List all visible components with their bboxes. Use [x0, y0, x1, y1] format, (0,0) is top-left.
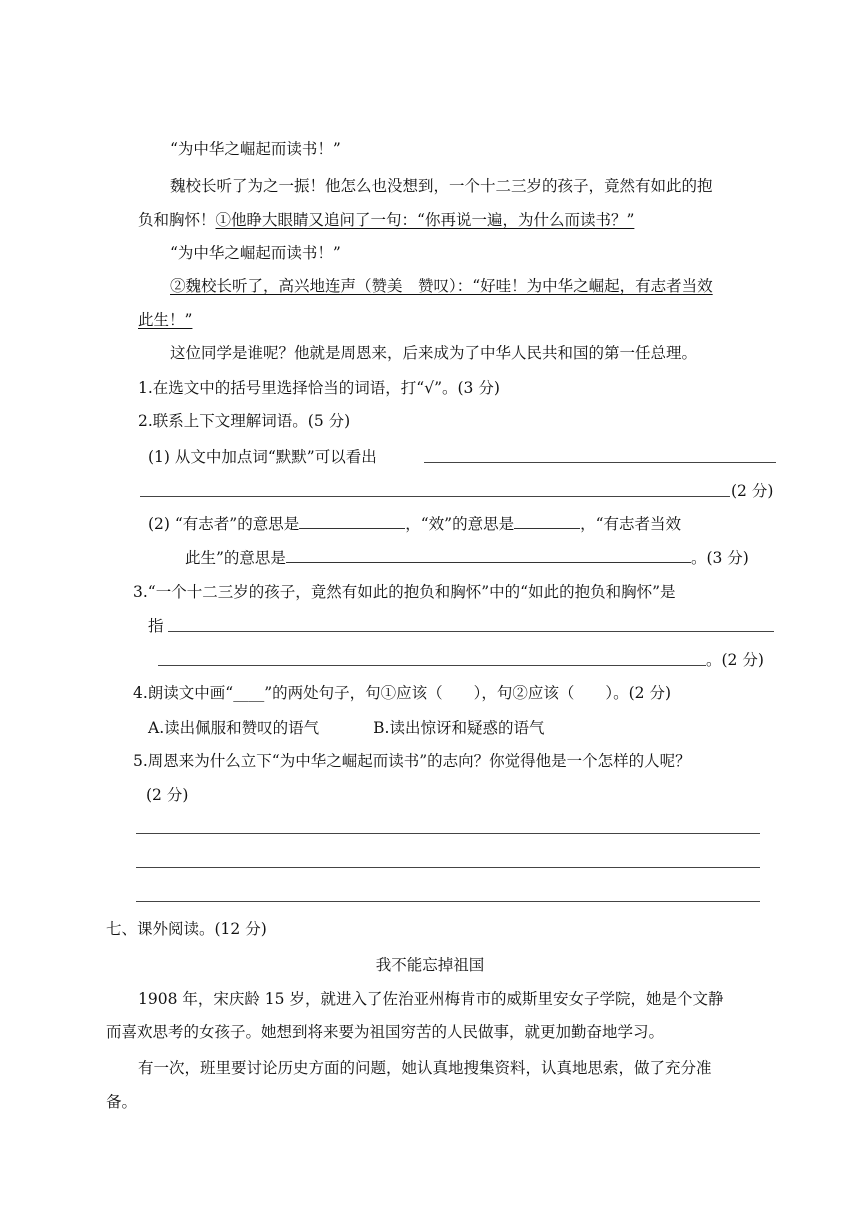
quote-line-1: “为中华之崛起而读书！”: [170, 140, 341, 158]
question-1: 1.在选文中的括号里选择恰当的词语，打“√”。(3 分): [138, 379, 500, 397]
quote-line-2: “为中华之崛起而读书！”: [170, 244, 341, 262]
question-2: 2.联系上下文理解词语。(5 分): [138, 412, 351, 430]
story-paragraph-2-prefix: 负和胸怀！: [138, 211, 216, 229]
underlined-sentence-2-line-1: ②魏校长听了，高兴地连声（赞美 赞叹）：“好哇！为中华之崛起，有志者当效: [170, 277, 713, 295]
answer-blank[interactable]: [514, 513, 580, 529]
story-paragraph-5: 这位同学是谁呢？他就是周恩来，后来成为了中华人民共和国的第一任总理。: [170, 344, 698, 362]
question-5: 5.周恩来为什么立下“为中华之崛起而读书”的志向？你觉得他是一个怎样的人呢？: [133, 752, 691, 770]
passage-title: 我不能忘掉祖国: [375, 956, 485, 974]
passage-paragraph-1-line-1: 1908 年，宋庆龄 15 岁，就进入了佐治亚州梅肯市的威斯里安女子学院，她是个文静: [138, 990, 724, 1008]
passage-paragraph-2-line-1: 有一次，班里要讨论历史方面的问题，她认真地搜集资料，认真地思索，做了充分准: [138, 1059, 712, 1077]
story-paragraph-2-line-1: 魏校长听了为之一振！他怎么也没想到，一个十二三岁的孩子，竟然有如此的抱: [170, 177, 713, 195]
question-2-2-part-b: ，“效”的意思是: [405, 515, 515, 533]
story-paragraph-2-line-2: [138, 210, 634, 230]
question-3-score: 。(2 分): [706, 651, 764, 669]
question-4-option-a: A.读出佩服和赞叹的语气: [148, 719, 320, 737]
question-3-line-1: 3.“一个十二三岁的孩子，竟然有如此的抱负和胸怀”中的“如此的抱负和胸怀”是: [133, 583, 676, 601]
answer-line[interactable]: [168, 631, 774, 632]
answer-line[interactable]: [136, 867, 760, 868]
answer-line[interactable]: [424, 462, 776, 463]
answer-line[interactable]: [136, 833, 760, 834]
question-4-options: [148, 718, 544, 738]
underlined-sentence-1: ①他睁大眼睛又追问了一句：“你再说一遍，为什么而读书？”: [215, 211, 635, 229]
underlined-sentence-2-line-2: 此生！”: [138, 311, 193, 329]
answer-line[interactable]: [136, 901, 760, 902]
answer-blank[interactable]: [286, 547, 691, 563]
answer-line[interactable]: [140, 496, 730, 497]
question-4: 4.朗读文中画“____”的两处句子，句①应该（ ），句②应该（ ）。(2 分): [133, 684, 672, 702]
question-2-2-score: 。(3 分): [690, 549, 749, 567]
answer-line[interactable]: [158, 665, 706, 666]
question-2-2-part-d: 此生”的意思是: [185, 549, 286, 567]
question-2-2-line-2: [185, 547, 749, 568]
question-5-score: (2 分): [146, 786, 189, 804]
section-7-heading: 七、课外阅读。(12 分): [106, 920, 267, 938]
question-3-prefix: 指: [148, 617, 164, 635]
question-2-2-part-a: (2) “有志者”的意思是: [148, 515, 300, 533]
passage-paragraph-1-line-2: 而喜欢思考的女孩子。她想到将来要为祖国穷苦的人民做事，就更加勤奋地学习。: [106, 1023, 665, 1041]
question-2-1: (1) 从文中加点词“默默”可以看出: [148, 448, 377, 466]
passage-paragraph-2-line-2: 备。: [106, 1093, 138, 1111]
question-4-option-b: B.读出惊讶和疑惑的语气: [373, 719, 545, 737]
question-2-1-score: (2 分): [731, 482, 774, 500]
question-2-2-part-c: ，“有志者当效: [580, 515, 682, 533]
answer-blank[interactable]: [299, 513, 405, 529]
question-2-2-line-1: [148, 513, 681, 534]
